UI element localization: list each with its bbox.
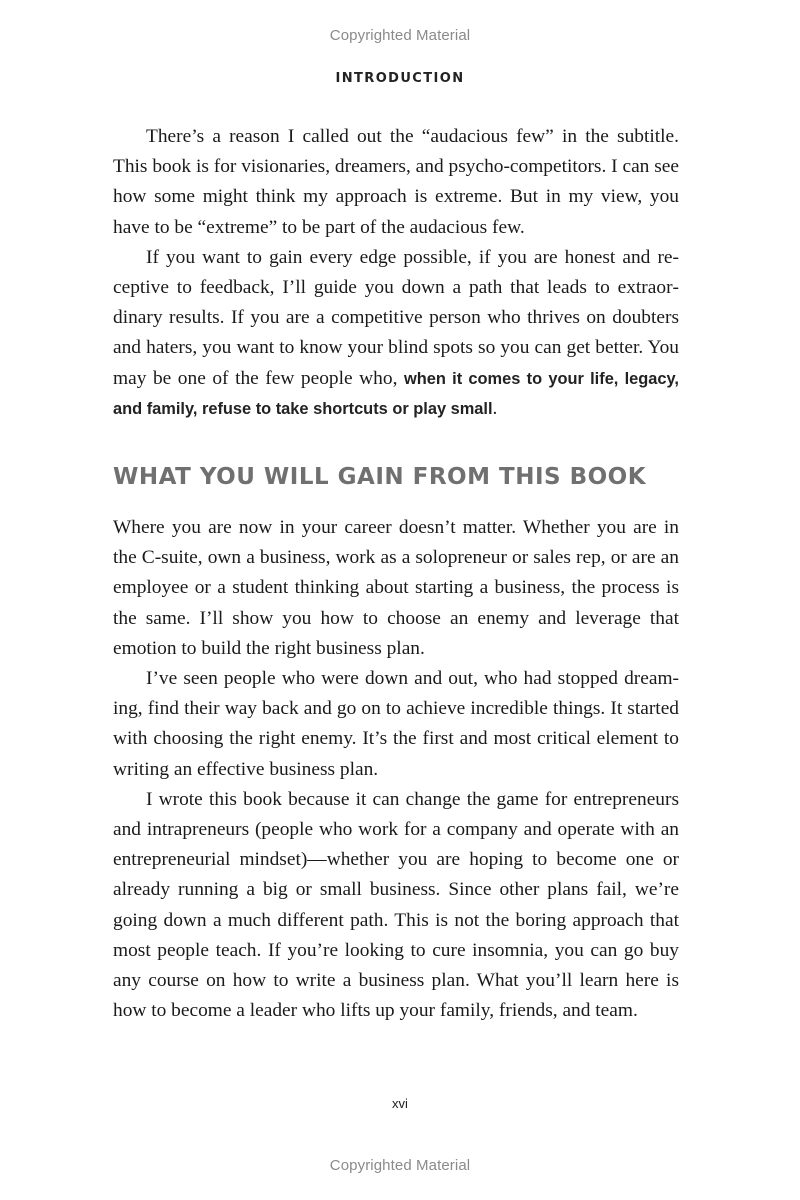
paragraph-text: If you want to gain every edge possible, if you are honest and receptive to feedback, I’ll guide you down a path that leads to extraordinary results. If you are a competitive person who thrives on doubters and haters, you want to know your blind spots so you can get better. You may be one of the few people who, <box>113 246 679 389</box>
paragraph-end: . <box>492 397 498 419</box>
paragraph-why-i-wrote: I wrote this book because it can change the game for entrepreneurs and intrapreneurs (people who work for a company and operate with an entrepreneurial mindset)—whether you are hoping to become one or already running a big or small business. Since other plans fail, we’re going down a much different path. This is not the boring approach that most people teach. If you’re looking to cure insomnia, you can go buy any course on how to write a business plan. What you’ll learn here is how to become a leader who lifts up your family, friends, and team. <box>113 788 679 1022</box>
copyright-watermark-top: Copyrighted Material <box>329 27 471 44</box>
paragraph-career: Where you are now in your career doesn’t matter. Whether you are in the C-suite, own a business, work as a solopreneur or sales rep, or are an employee or a student thinking about starting a business, the process is the same. I’ll show you how to choose an enemy and leverage that emotion to build the right business plan. <box>113 517 679 659</box>
running-head: INTRODUCTION <box>335 71 465 86</box>
paragraph-audacious-few: There’s a reason I called out the “audacious few” in the subtitle. This book is for visionaries, dreamers, and psycho-competitors. I can see how some might think my approach is extreme. But in my view, you have to be “extreme” to be part of the audacious few. <box>113 126 679 238</box>
paragraph-gain-every-edge <box>113 243 679 424</box>
page-number: xvi <box>392 1096 408 1111</box>
intro-text-block <box>113 122 679 424</box>
copyright-watermark-bottom: Copyrighted Material <box>329 1157 471 1174</box>
section-heading: WHAT YOU WILL GAIN FROM THIS BOOK <box>113 464 647 490</box>
emphasized-phrase: when it comes to your life, legacy, and family, refuse to take shortcuts or play small <box>113 369 679 418</box>
paragraph-down-and-out: I’ve seen people who were down and out, who had stopped dreaming, find their way back and go on to achieve incredible things. It started with choosing the right enemy. It’s the first and most critical element to writing an effective business plan. <box>113 668 679 780</box>
gain-text-block <box>113 513 679 1026</box>
